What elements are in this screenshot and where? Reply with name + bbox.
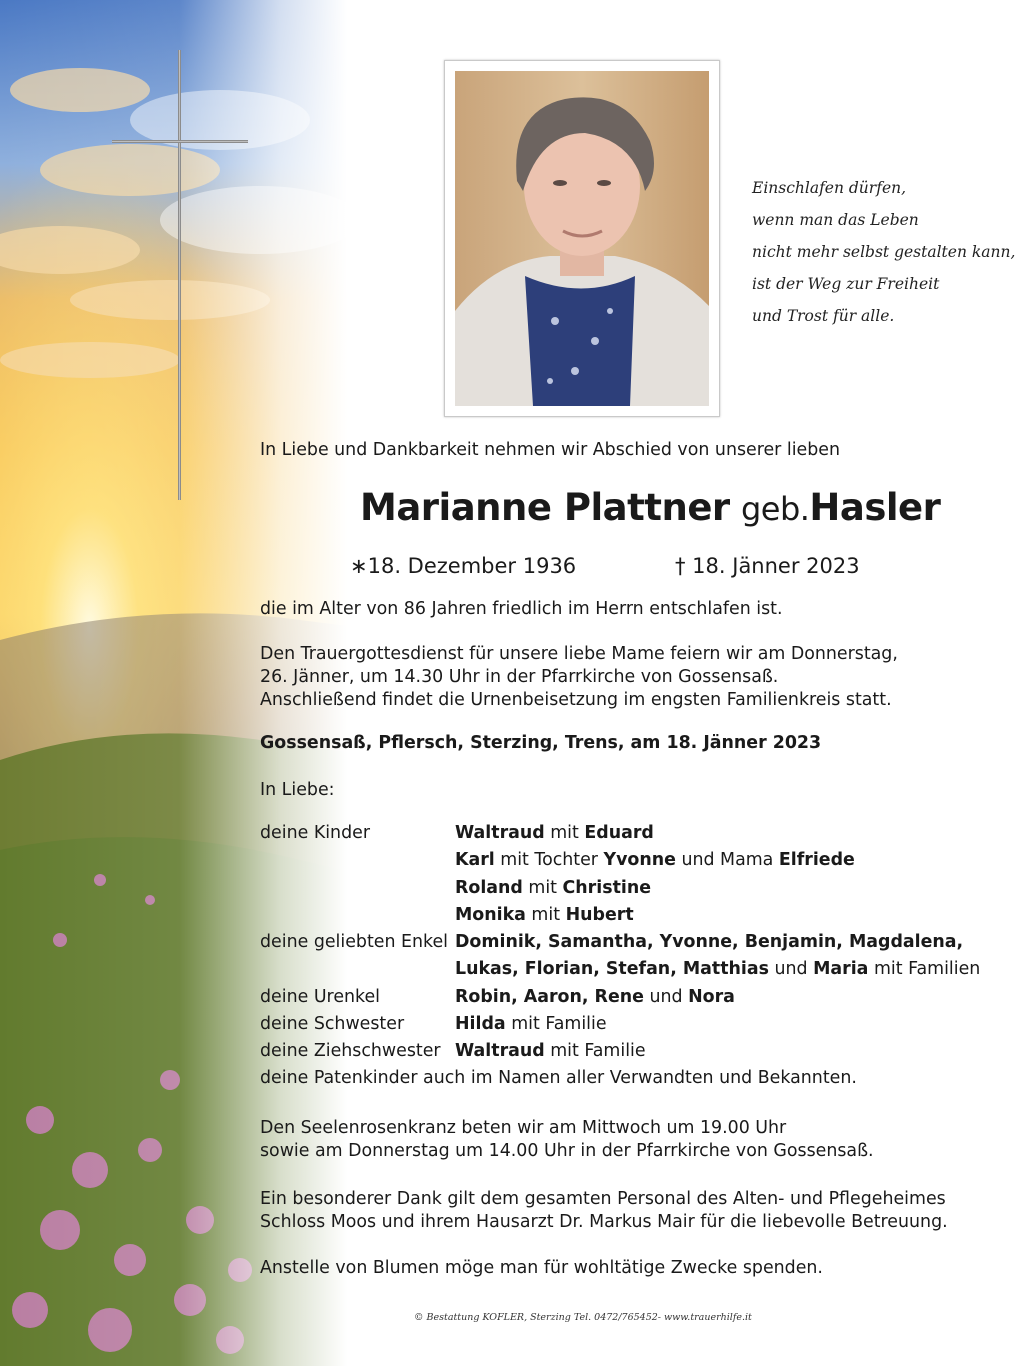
death-date: † 18. Jänner 2023 bbox=[675, 554, 860, 578]
thanks-line: Schloss Moos und ihrem Hausarzt Dr. Markus Mair für die liebevolle Betreuung. bbox=[260, 1212, 948, 1232]
family-member-name: Robin, Aaron, Rene bbox=[455, 986, 644, 1007]
family-member-name: Roland bbox=[455, 877, 523, 898]
family-connector: und Mama bbox=[675, 850, 779, 871]
family-member-name: Eduard bbox=[584, 823, 654, 843]
service-line: Anschließend findet die Urnenbeisetzung im engsten Familienkreis statt. bbox=[260, 690, 892, 710]
family-member-name: Monika bbox=[455, 904, 526, 925]
family-member-name: Lukas, Florian, Stefan, Matthias bbox=[455, 959, 769, 980]
age-line: die im Alter von 86 Jahren friedlich im Herrn entschlafen ist. bbox=[260, 599, 783, 619]
portrait-frame bbox=[444, 60, 720, 417]
quote-line: ist der Weg zur Freiheit bbox=[752, 275, 940, 293]
in-liebe-label: In Liebe: bbox=[260, 780, 335, 800]
quote-line: nicht mehr selbst gestalten kann, bbox=[752, 243, 1015, 261]
family-connector: und bbox=[643, 986, 689, 1007]
family-member-name: Yvonne bbox=[603, 850, 676, 871]
family-member-name: Waltraud bbox=[455, 1041, 545, 1062]
family-member-name: Karl bbox=[455, 850, 495, 871]
family-names bbox=[455, 929, 963, 956]
flowers-line: Anstelle von Blumen möge man für wohltätige Zwecke spenden. bbox=[260, 1258, 823, 1278]
family-names bbox=[455, 847, 855, 874]
family-names bbox=[455, 1011, 607, 1038]
patenkinder-line: deine Patenkinder auch im Namen aller Verwandten und Bekannten. bbox=[260, 1068, 857, 1088]
thanks-line: Ein besonderer Dank gilt dem gesamten Personal des Alten- und Pflegeheimes bbox=[260, 1189, 946, 1209]
service-paragraph bbox=[260, 643, 898, 712]
intro-text: In Liebe und Dankbarkeit nehmen wir Abschied von unserer lieben bbox=[260, 440, 840, 460]
family-member-name: Dominik, Samantha, Yvonne, Benjamin, Magdalena, bbox=[455, 932, 964, 953]
family-connector: mit Familie bbox=[505, 1014, 607, 1035]
family-relation: deine Urenkel bbox=[260, 986, 381, 1007]
name-maiden: Hasler bbox=[809, 486, 941, 529]
family-names bbox=[455, 956, 980, 983]
family-connector: mit Tochter bbox=[494, 850, 604, 871]
family-member-name: Christine bbox=[562, 877, 652, 898]
family-connector: und bbox=[768, 959, 814, 980]
family-member-name: Elfriede bbox=[778, 850, 855, 871]
rosary-paragraph bbox=[260, 1117, 874, 1163]
family-member-name: Nora bbox=[688, 986, 735, 1007]
family-names bbox=[455, 1038, 646, 1065]
deceased-name bbox=[360, 486, 940, 529]
family-member-name: Hilda bbox=[455, 1014, 506, 1035]
family-connector: mit bbox=[544, 823, 585, 843]
family-member-name: Hubert bbox=[565, 904, 634, 925]
family-relation: deine Kinder bbox=[260, 823, 370, 843]
portrait-photo bbox=[455, 71, 709, 406]
family-relation: deine geliebten Enkel bbox=[260, 932, 449, 953]
rosary-line: Den Seelenrosenkranz beten wir am Mittwoch um 19.00 Uhr bbox=[260, 1118, 787, 1138]
family-names bbox=[455, 820, 654, 847]
family-connector: mit bbox=[522, 877, 563, 898]
family-connector: mit Familien bbox=[868, 959, 981, 980]
birth-date: ∗18. Dezember 1936 bbox=[350, 554, 577, 578]
quote-line: wenn man das Leben bbox=[752, 211, 919, 229]
family-member-name: Waltraud bbox=[455, 823, 545, 843]
family-names bbox=[455, 902, 634, 929]
quote-line: Einschlafen dürfen, bbox=[752, 179, 907, 197]
thanks-paragraph bbox=[260, 1188, 948, 1234]
family-connector: mit Familie bbox=[544, 1041, 646, 1062]
family-names bbox=[455, 984, 735, 1011]
family-relation: deine Ziehschwester bbox=[260, 1041, 441, 1062]
service-line: 26. Jänner, um 14.30 Uhr in der Pfarrkirche von Gossensaß. bbox=[260, 667, 779, 687]
family-connector: mit bbox=[525, 904, 566, 925]
service-line: Den Trauergottesdienst für unsere liebe Mame feiern wir am Donnerstag, bbox=[260, 644, 898, 664]
places-date: Gossensaß, Pflersch, Sterzing, Trens, am 18. Jänner 2023 bbox=[260, 733, 822, 753]
name-first-last: Marianne Plattner bbox=[360, 486, 730, 529]
family-member-name: Maria bbox=[813, 959, 869, 980]
name-geb: geb. bbox=[740, 490, 810, 528]
quote-line: und Trost für alle. bbox=[752, 307, 895, 325]
rosary-line: sowie am Donnerstag um 14.00 Uhr in der Pfarrkirche von Gossensaß. bbox=[260, 1141, 874, 1161]
footer-credit: © Bestattung KOFLER, Sterzing Tel. 0472/765452- www.trauerhilfe.it bbox=[414, 1312, 752, 1323]
cross-icon-bar bbox=[112, 140, 248, 143]
memorial-quote bbox=[752, 172, 1015, 332]
family-names bbox=[455, 875, 651, 902]
family-relation: deine Schwester bbox=[260, 1014, 405, 1035]
cross-icon bbox=[178, 50, 181, 500]
